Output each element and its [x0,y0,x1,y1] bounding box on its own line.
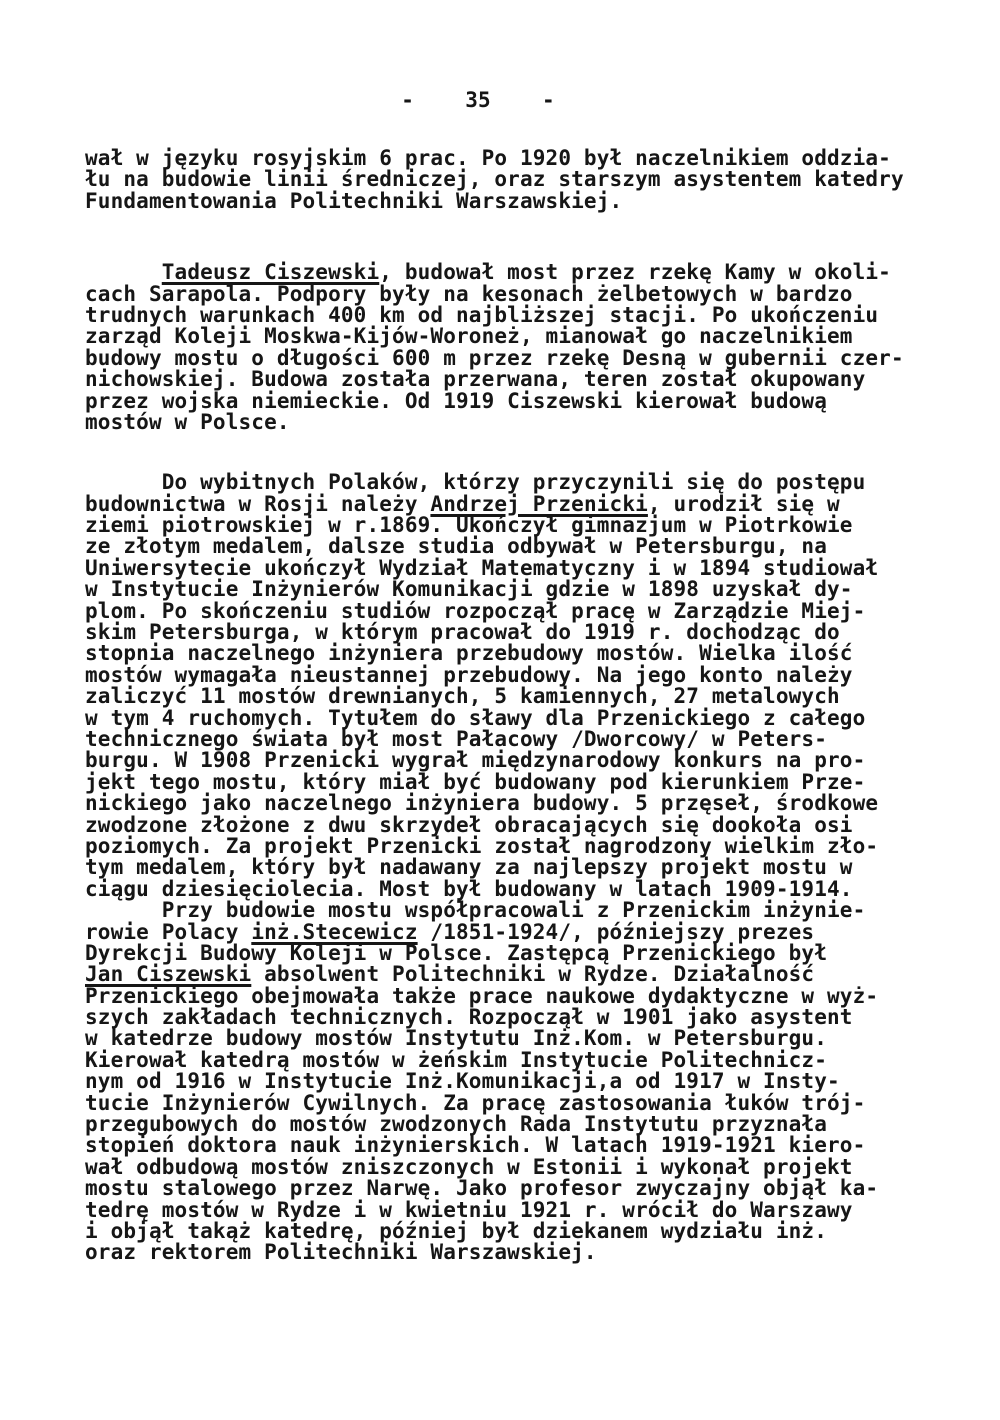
text-segment: w Instytucie Inżynierów Komunikacji gdzie w 1898 uzyskał dy- [85,577,853,602]
text-segment: wał odbudową mostów zniszczonych w Estonii i wykonał projekt [85,1154,853,1179]
text-line [85,188,945,213]
text-line [85,1242,945,1263]
text-segment: stopnia naczelnego inżyniera przebudowy mostów. Wielka ilość [85,641,853,666]
text-segment: mostów w Polsce. [85,409,290,434]
text-segment: absolwent Politechniki w Rydze. Działalność [251,962,815,987]
text-line [85,940,945,965]
text-segment: burgu. W 1908 Przenicki wygrał międzynarodowy konkurs na pro- [85,748,866,773]
text-segment: /1851-1924/, późniejszy prezes [417,919,815,944]
text-segment: Przy budowie mostu współpracowali z Przenickim inżynie- [85,898,866,923]
paragraph-tadeusz-ciszewski [85,262,945,433]
text-segment: nichowskiej. Budowa została przerwana, teren został okupowany [85,367,866,392]
text-segment: ze złotym medalem, dalsze studia odbywał w Petersburgu, na [85,534,827,559]
text-segment: zarząd Koleji Moskwa-Kijów-Woroneż, mianował go naczelnikiem [85,324,853,349]
text-segment: Do wybitnych Polaków, którzy przyczynili się do postępu [85,470,866,495]
text-line [85,919,945,944]
text-line [85,1071,945,1092]
text-segment: mostów wymagała nieustannej przebudowy. Na jego konto należy [85,662,853,687]
text-segment: Kierował katedrą mostów w żeńskim Instytucie Politechnicz- [85,1047,827,1072]
text-line [85,1135,945,1156]
underlined-name: inż.Stecewicz [251,919,418,944]
text-line [85,686,945,707]
text-segment: ciągu dziesięciolecia. Most był budowany w latach 1909-1914. [85,876,853,901]
text-segment: przegubowych do mostów zwodzonych Rada Instytutu przyznała [85,1112,827,1137]
text-line [85,705,945,730]
text-segment [85,260,162,284]
text-segment: trudnych warunkach 400 km od najbliższej stacji. Po ukończeniu [85,302,879,327]
text-segment: mostu stalowego przez Narwę. Jako profesor zwyczajny objął ka- [85,1176,879,1201]
text-segment: i objął takąż katedrę, później był dziekanem wydziału inż. [85,1218,827,1243]
text-segment: poziomych. Za projekt Przenicki został nagrodzony wielkim zło- [85,833,879,858]
text-line [85,983,945,1008]
text-segment: tym medalem, który był nadawany za najlepszy projekt mostu w [85,855,853,880]
text-segment: technicznego świata był most Pałacowy /Dworcowy/ w Peters- [85,726,827,751]
text-line [85,169,945,190]
text-line [85,643,945,664]
text-line [85,769,945,794]
text-line [85,148,945,169]
text-line [85,579,945,600]
text-line [85,345,945,370]
page-number: - 35 - [401,88,555,112]
text-segment: Fundamentowania Politechniki Warszawskiej. [85,188,623,213]
text-segment: jekt tego mostu, który miał być budowany pod kierunkiem Prze- [85,769,866,794]
text-segment: tucie Inżynierów Cywilnych. Za pracę zastosowania łuków trój- [85,1090,866,1115]
text-segment: w tym 4 ruchomych. Tytułem do sławy dla Przenickiego z całego [85,705,866,730]
text-line [85,857,945,878]
text-segment: plom. Po skończeniu studiów rozpoczął pracę w Zarządzie Miej- [85,598,866,623]
text-line [85,1090,945,1115]
text-segment: rowie Polacy [85,919,252,944]
text-segment: zaliczyć 11 mostów drewnianych, 5 kamiennych, 27 metalowych [85,684,840,709]
text-line [85,491,945,516]
text-line [85,472,945,493]
text-line [85,409,945,434]
text-line [85,1114,945,1135]
paragraph-andrzej-przenicki [85,472,945,1263]
text-segment: Przenickiego obejmowała także prace naukowe dydaktyczne w wyż- [85,983,879,1008]
text-segment: wał w języku rosyjskim 6 prac. Po 1920 był naczelnikiem oddzia- [85,146,891,170]
text-line [85,622,945,643]
underlined-name: Andrzej Przenicki [430,491,648,516]
text-segment: Dyrekcji Budowy Koleji w Polsce. Zastępcą Przenickiego był [85,940,827,965]
text-line [85,1154,945,1179]
text-segment: w katedrze budowy mostów Instytutu Inż.Kom. w Petersburgu. [85,1026,827,1051]
underlined-name: Tadeusz Ciszewski [161,260,380,285]
text-line [85,1007,945,1028]
text-line [85,326,945,347]
text-line [85,1218,945,1243]
text-segment: , urodził się w [647,491,840,516]
document-body [85,148,945,1264]
text-line [85,1178,945,1199]
text-line [85,598,945,623]
text-line [85,262,945,283]
text-segment: oraz rektorem Politechniki Warszawskiej. [85,1240,597,1265]
text-line [85,1028,945,1049]
text-segment: nym od 1916 w Instytucie Inż.Komunikacji,a od 1917 w Insty- [85,1069,840,1094]
text-segment: , budował most przez rzekę Kamy w okoli- [379,260,891,285]
paragraph-continuation [85,148,945,212]
text-line [85,900,945,921]
text-line [85,876,945,901]
text-line [85,812,945,837]
text-segment: ziemi piotrowskiej w r.1869. Ukończył gimnazjum w Piotrkowie [85,513,853,538]
text-segment: przez wojska niemieckie. Od 1919 Ciszewski kierował budową [85,388,827,413]
text-segment: nickiego jako naczelnego inżyniera budowy. 5 przęseł, środkowe [85,791,879,816]
text-line [85,1047,945,1072]
text-segment: łu na budowie linii średniczej, oraz starszym asystentem katedry [85,167,904,192]
text-line [85,964,945,985]
text-segment: skim Petersburga, w którym pracował do 1919 r. dochodząc do [85,620,840,645]
text-line [85,369,945,390]
text-segment: tedrę mostów w Rydze i w kwietniu 1921 r. wrócił do Warszawy [85,1197,853,1222]
text-line [85,750,945,771]
text-line [85,833,945,858]
text-line [85,536,945,557]
text-line [85,302,945,327]
text-line [85,281,945,306]
text-segment: Uniwersytecie ukończył Wydział Matematyczny i w 1894 studiował [85,555,879,580]
text-line [85,555,945,580]
text-line [85,662,945,687]
text-line [85,388,945,413]
text-segment: budownictwa w Rosji należy [85,491,431,516]
text-segment: cach Sarapola. Podpory były na kesonach żelbetowych w bardzo [85,281,853,306]
text-line [85,726,945,751]
text-segment: budowy mostu o długości 600 m przez rzekę Desną w gubernii czer- [85,345,904,370]
underlined-name: Jan Ciszewski [85,962,252,987]
text-line [85,1197,945,1222]
text-segment: stopień doktora nauk inżynierskich. W latach 1919-1921 kiero- [85,1133,866,1158]
text-segment: zwodzone złożone z dwu skrzydeł obracających się dookoła osi [85,812,853,837]
text-segment: szych zakładach technicznych. Rozpoczął w 1901 jako asystent [85,1005,853,1030]
text-line [85,793,945,814]
text-line [85,515,945,536]
